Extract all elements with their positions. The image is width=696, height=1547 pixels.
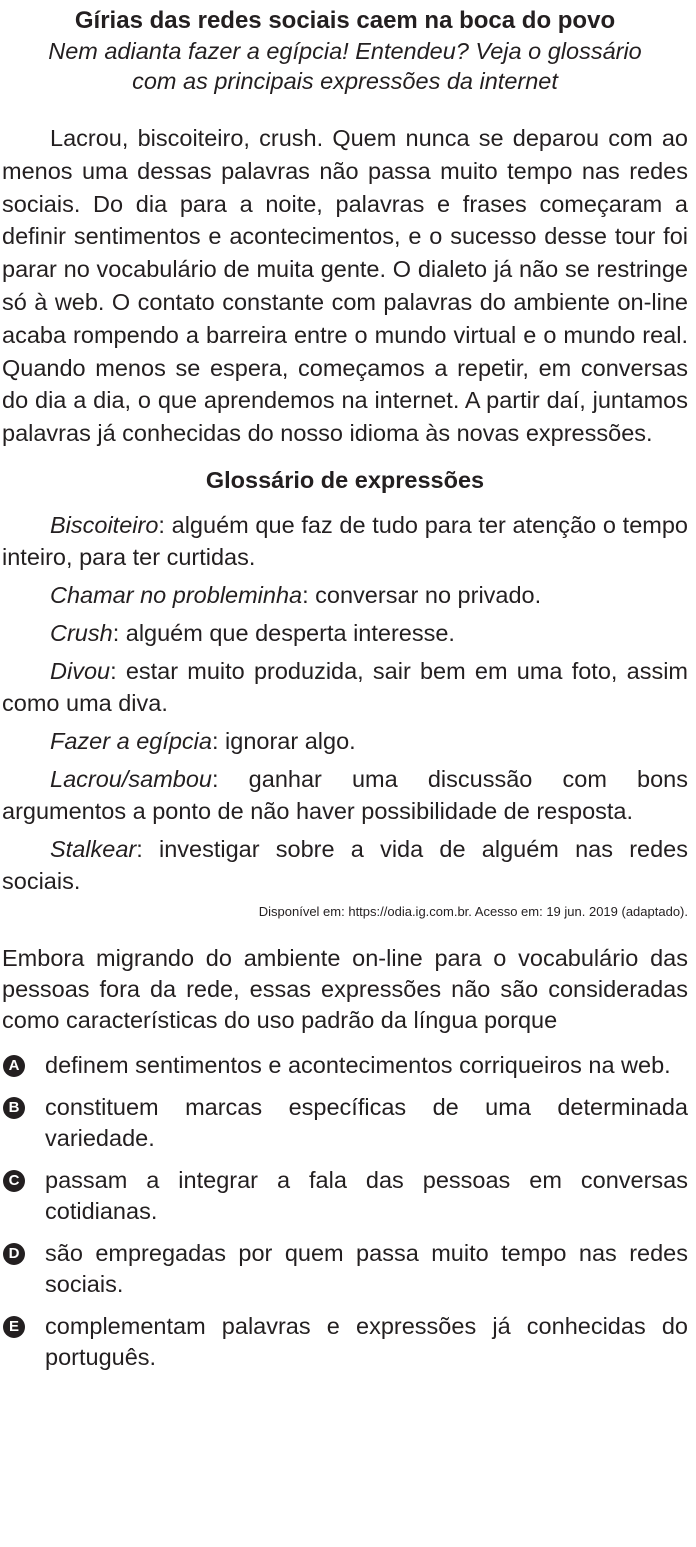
option-text: passam a integrar a fala das pessoas em conversas cotidianas. xyxy=(45,1166,688,1224)
answer-option-a[interactable] xyxy=(2,1050,688,1081)
answer-options xyxy=(2,1050,688,1373)
glossary-term: Lacrou/sambou xyxy=(50,765,212,792)
glossary-definition: : estar muito produzida, sair bem em uma foto, assim como uma diva. xyxy=(2,657,688,716)
answer-option-d[interactable] xyxy=(2,1238,688,1300)
option-text: constituem marcas específicas de uma determinada variedade. xyxy=(45,1093,688,1151)
article-subtitle-line-1: Nem adianta fazer a egípcia! Entendeu? Veja o glossário xyxy=(48,38,642,64)
glossary-entry xyxy=(2,725,688,757)
glossary-definition: : ignorar algo. xyxy=(211,727,356,754)
option-text: complementam palavras e expressões já conhecidas do português. xyxy=(45,1312,688,1370)
glossary-entry xyxy=(2,509,688,573)
source-citation: Disponível em: https://odia.ig.com.br. Acesso em: 19 jun. 2019 (adaptado). xyxy=(258,903,688,919)
answer-option-e[interactable] xyxy=(2,1311,688,1373)
glossary-term: Chamar no probleminha xyxy=(50,581,303,608)
article-title: Gírias das redes sociais caem na boca do povo xyxy=(74,7,616,34)
glossary-term: Fazer a egípcia xyxy=(50,727,212,754)
option-letter-badge: C xyxy=(3,1170,25,1192)
glossary-term: Biscoiteiro xyxy=(50,511,159,538)
glossary-definition: : ganhar uma discussão com bons argumentos a ponto de não haver possibilidade de resposta. xyxy=(2,765,688,824)
option-letter-badge: E xyxy=(3,1316,25,1338)
glossary-entry xyxy=(2,579,688,611)
glossary-entry xyxy=(2,833,688,897)
option-letter-badge: D xyxy=(3,1243,25,1265)
answer-option-c[interactable] xyxy=(2,1165,688,1227)
option-letter-badge: B xyxy=(3,1097,25,1119)
glossary-definition: : conversar no privado. xyxy=(302,581,542,608)
glossary-title: Glossário de expressões xyxy=(205,466,485,493)
article-header xyxy=(2,6,688,96)
glossary-list xyxy=(2,509,688,897)
option-text: são empregadas por quem passa muito tempo nas redes sociais. xyxy=(45,1239,688,1297)
glossary-term: Stalkear xyxy=(50,835,137,862)
glossary-definition: : alguém que faz de tudo para ter atenção o tempo inteiro, para ter curtidas. xyxy=(2,511,688,570)
glossary-entry xyxy=(2,763,688,827)
option-letter-badge: A xyxy=(3,1055,25,1077)
glossary-term: Crush xyxy=(50,619,113,646)
glossary-term: Divou xyxy=(50,657,111,684)
glossary-entry xyxy=(2,617,688,649)
glossary-entry xyxy=(2,655,688,719)
answer-option-b[interactable] xyxy=(2,1092,688,1154)
article-subtitle-line-2: com as principais expressões da internet xyxy=(132,68,558,94)
article-paragraph: Lacrou, biscoiteiro, crush. Quem nunca se deparou com ao menos uma dessas palavras não passa muito tempo nas redes sociais. Do dia para a noite, palavras e frases começaram a definir sentimentos e acontecimentos, e o sucesso desse tour foi parar no vocabulário de muita gente. O dialeto já não se restringe só à web. O contato constante com palavras do ambiente on-line acaba rompendo a barreira entre o mundo virtual e o mundo real. Quando menos se espera, começamos a repetir, em conversas do dia a dia, o que aprendemos na internet. A partir daí, juntamos palavras já conhecidas do nosso idioma às novas expressões. xyxy=(2,125,688,447)
glossary-definition: : investigar sobre a vida de alguém nas redes sociais. xyxy=(2,835,688,894)
option-text: definem sentimentos e acontecimentos corriqueiros na web. xyxy=(45,1051,671,1078)
article-subtitle xyxy=(2,36,688,96)
question-stem: Embora migrando do ambiente on-line para o vocabulário das pessoas fora da rede, essas expressões não são consideradas como características do uso padrão da língua porque xyxy=(2,944,688,1033)
glossary-definition: : alguém que desperta interesse. xyxy=(112,619,455,646)
